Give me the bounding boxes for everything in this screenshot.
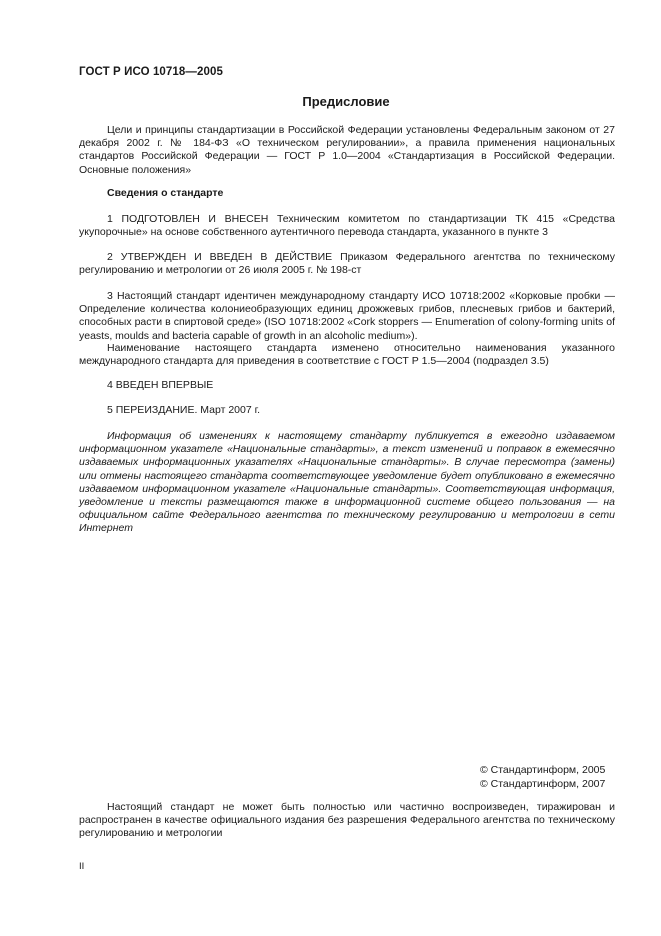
intro-paragraph: Цели и принципы стандартизации в Российской Федерации установлены Федеральным законом от 27 декабря 2002 г. № 184-ФЗ «О техническом регулировании», а правила применения национальных стандартов Российской Федерации — ГОСТ Р 1.0—2004 «Стандартизация в Российской Федерации. Основные положения» [79,124,615,176]
item-4: 4 ВВЕДЕН ВПЕРВЫЕ [107,379,214,391]
item-3-note: Наименование настоящего стандарта изменено относительно наименования указанного международного стандарта для приведения в соответствие с ГОСТ Р 1.5—2004 (подраздел 3.5) [79,342,615,368]
item-3: 3 Настоящий стандарт идентичен международному стандарту ИСО 10718:2002 «Корковые пробки — Определение количества колониеобразующих единиц дрожжевых грибов, плесневых грибов и бактерий, способных расти в спиртовой среде» (ISO 10718:2002 «Cork stoppers — Enumeration of colony-forming units of yeasts, moulds and bacteria capable of growth in an alcoholic medium»). [79,290,615,342]
subheading: Сведения о стандарте [107,187,224,199]
item-1: 1 ПОДГОТОВЛЕН И ВНЕСЕН Техническим комитетом по стандартизации ТК 415 «Средства укупорочные» на основе собственного аутентичного перевода стандарта, указанного в пункте 3 [79,213,615,239]
copyright-2005: © Стандартинформ, 2005 [480,764,606,776]
item-5: 5 ПЕРЕИЗДАНИЕ. Март 2007 г. [107,404,261,416]
reproduction-notice: Настоящий стандарт не может быть полностью или частично воспроизведен, тиражирован и распространен в качестве официального издания без разрешения Федерального агентства по техническому регулированию и метрологии [79,801,615,840]
item-2: 2 УТВЕРЖДЕН И ВВЕДЕН В ДЕЙСТВИЕ Приказом Федерального агентства по техническому регулированию и метрологии от 26 июля 2005 г. № 198-ст [79,251,615,277]
page-number: II [79,861,85,872]
standard-code-header: ГОСТ Р ИСО 10718—2005 [79,66,224,78]
info-notice: Информация об изменениях к настоящему стандарту публикуется в ежегодно издаваемом информационном указателе «Национальные стандарты», а текст изменений и поправок в ежемесячно издаваемых информационных указателях «Национальные стандарты». В случае пересмотра (замены) или отмены настоящего стандарта соответствующее уведомление будет опубликовано в ежемесячно издаваемом информационном указателе «Национальные стандарты». Соответствующая информация, уведомление и тексты размещаются также в информационной системе общего пользования — на официальном сайте Федерального агентства по техническому регулированию и метрологии в сети Интернет [79,430,615,535]
copyright-2007: © Стандартинформ, 2007 [480,778,606,790]
page-title: Предисловие [302,94,390,109]
